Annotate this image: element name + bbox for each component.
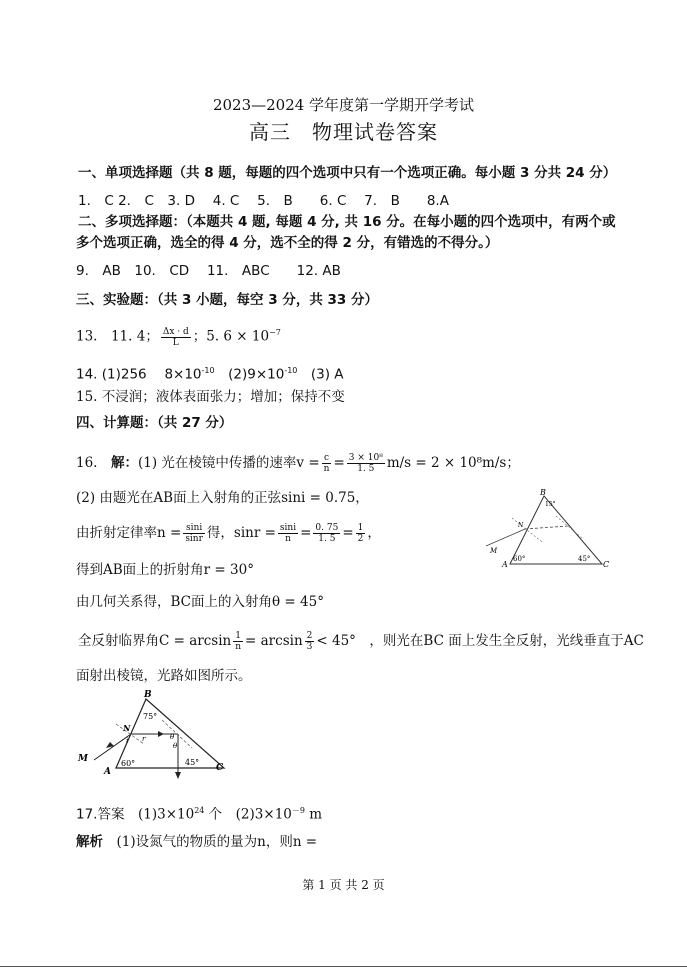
prism-diagram-small [482,486,618,570]
incident-ray [486,529,525,546]
angle-b-label: 15° [545,501,556,508]
vertex-b-label: B [144,690,152,700]
angle-theta1-label: θ [170,733,175,741]
q16-line6: 全反射临界角C = arcsin $\frac{1}{n}$ = arcsin $\frac{2}{3}$ < 45° ，则光在BC 面上发生全反射，光线垂直于AC [78,631,644,652]
q16-line5: 由几何关系得，BC面上的入射角θ = 45° [76,594,324,610]
vertex-c-label: C [216,763,224,773]
page-bottom-rule [0,966,687,967]
vertex-a-label: A [104,767,111,777]
vertex-c-label: C [603,560,610,569]
q16-line7: 面射出棱镜，光路如图所示。 [76,668,252,684]
section2-heading-line1: 二、多项选择题：（本题共 4 题, 每题 4 分, 共 16 分。在每小题的四个选项中，有两个或 [78,214,616,230]
angle-a-label: 60° [513,555,526,563]
section2-heading-line2: 多个选项正确，选全的得 4 分，选不全的得 2 分，有错选的不得分。） [76,235,499,251]
q17-analysis: 解析 (1)设氮气的物质的量为n，则n = [76,834,318,850]
section3-heading: 三、实验题：（共 3 小题，每空 3 分，共 33 分） [76,292,379,308]
angle-c-label: 45° [185,758,200,767]
prism-outline [510,496,602,564]
angle-b-label: 75° [143,712,158,721]
refracted-arrow-icon [158,731,164,737]
vertex-b-label: B [540,488,546,497]
angle-r-label: r [142,735,146,743]
point-n-label: N [518,522,524,529]
q16-line4: 得到AB面上的折射角r = 30° [76,562,254,578]
q17-answer: 17.答案 $(1)3\times 10^{24}$ 个 $(2)3\times 10^{-9}$ m [76,806,323,823]
section1-answers: 1. C 2. C 3. D 4. C 5. B 6. C 7. B 8.A [78,193,449,209]
exam-subtitle: 高三 物理试卷答案 [249,120,438,144]
normal-line-bc [556,516,582,538]
point-m-label: M [490,547,498,555]
exam-title: 2023—2024 学年度第一学期开学考试 [212,96,475,114]
question13-answer: 13. 11. 4； $\frac{\Delta x \cdot d}{L}$ ；5. $6 \times 10^{-7}$ [76,326,281,348]
q16-line3: 由折射定律率n = $\frac{\sin i}{\sin r}$ 得，sinr = $\frac{\sin i}{n}$ = $\frac{0. 75}{1. 5}$ = $\frac{1}{2}$ ， [76,523,381,544]
q16-line2: (2) 由题光在AB面上入射角的正弦sini = 0.75， [76,490,369,506]
page-footer: 第 1 页 共 2 页 [302,878,385,892]
section2-answers: 9. AB 10. CD 11. ABC 12. AB [76,263,341,279]
exit-arrow-icon [175,772,181,779]
refracted-ray [525,526,568,529]
question15-answer: 15. 不浸润；液体表面张力；增加；保持不变 [76,389,345,405]
section1-heading: 一、单项选择题（共 8 题，每题的四个选项中只有一个选项正确。每小题 3 分共 24 分） [78,165,617,181]
point-m-label: M [78,754,88,764]
q13-fraction: $\frac{\Delta x \cdot d}{L}$ [162,326,189,348]
question14-answer: 14. (1)256 $8\times 10^{-10}$ $(2)9\times 10^{-10}$ (3) A [76,366,344,383]
angle-a-label: 60° [121,759,136,768]
point-n-label: N [123,723,131,733]
angle-theta2-label: θ [173,742,178,750]
prism-diagram-large [76,688,236,780]
q16-line1: 16. 解：(1) 光在棱镜中传播的速率v = $\frac{c}{n}$ = $\frac{\text{3 × 10⁸}}{1. 5}$ m/s = 2 × 10⁸m/s； [76,453,520,474]
angle-i-label: i [126,737,129,745]
angle-c-label: 45° [578,555,591,563]
section4-heading: 四、计算题：（共 27 分） [76,415,233,431]
vertex-a-label: A [502,560,508,569]
